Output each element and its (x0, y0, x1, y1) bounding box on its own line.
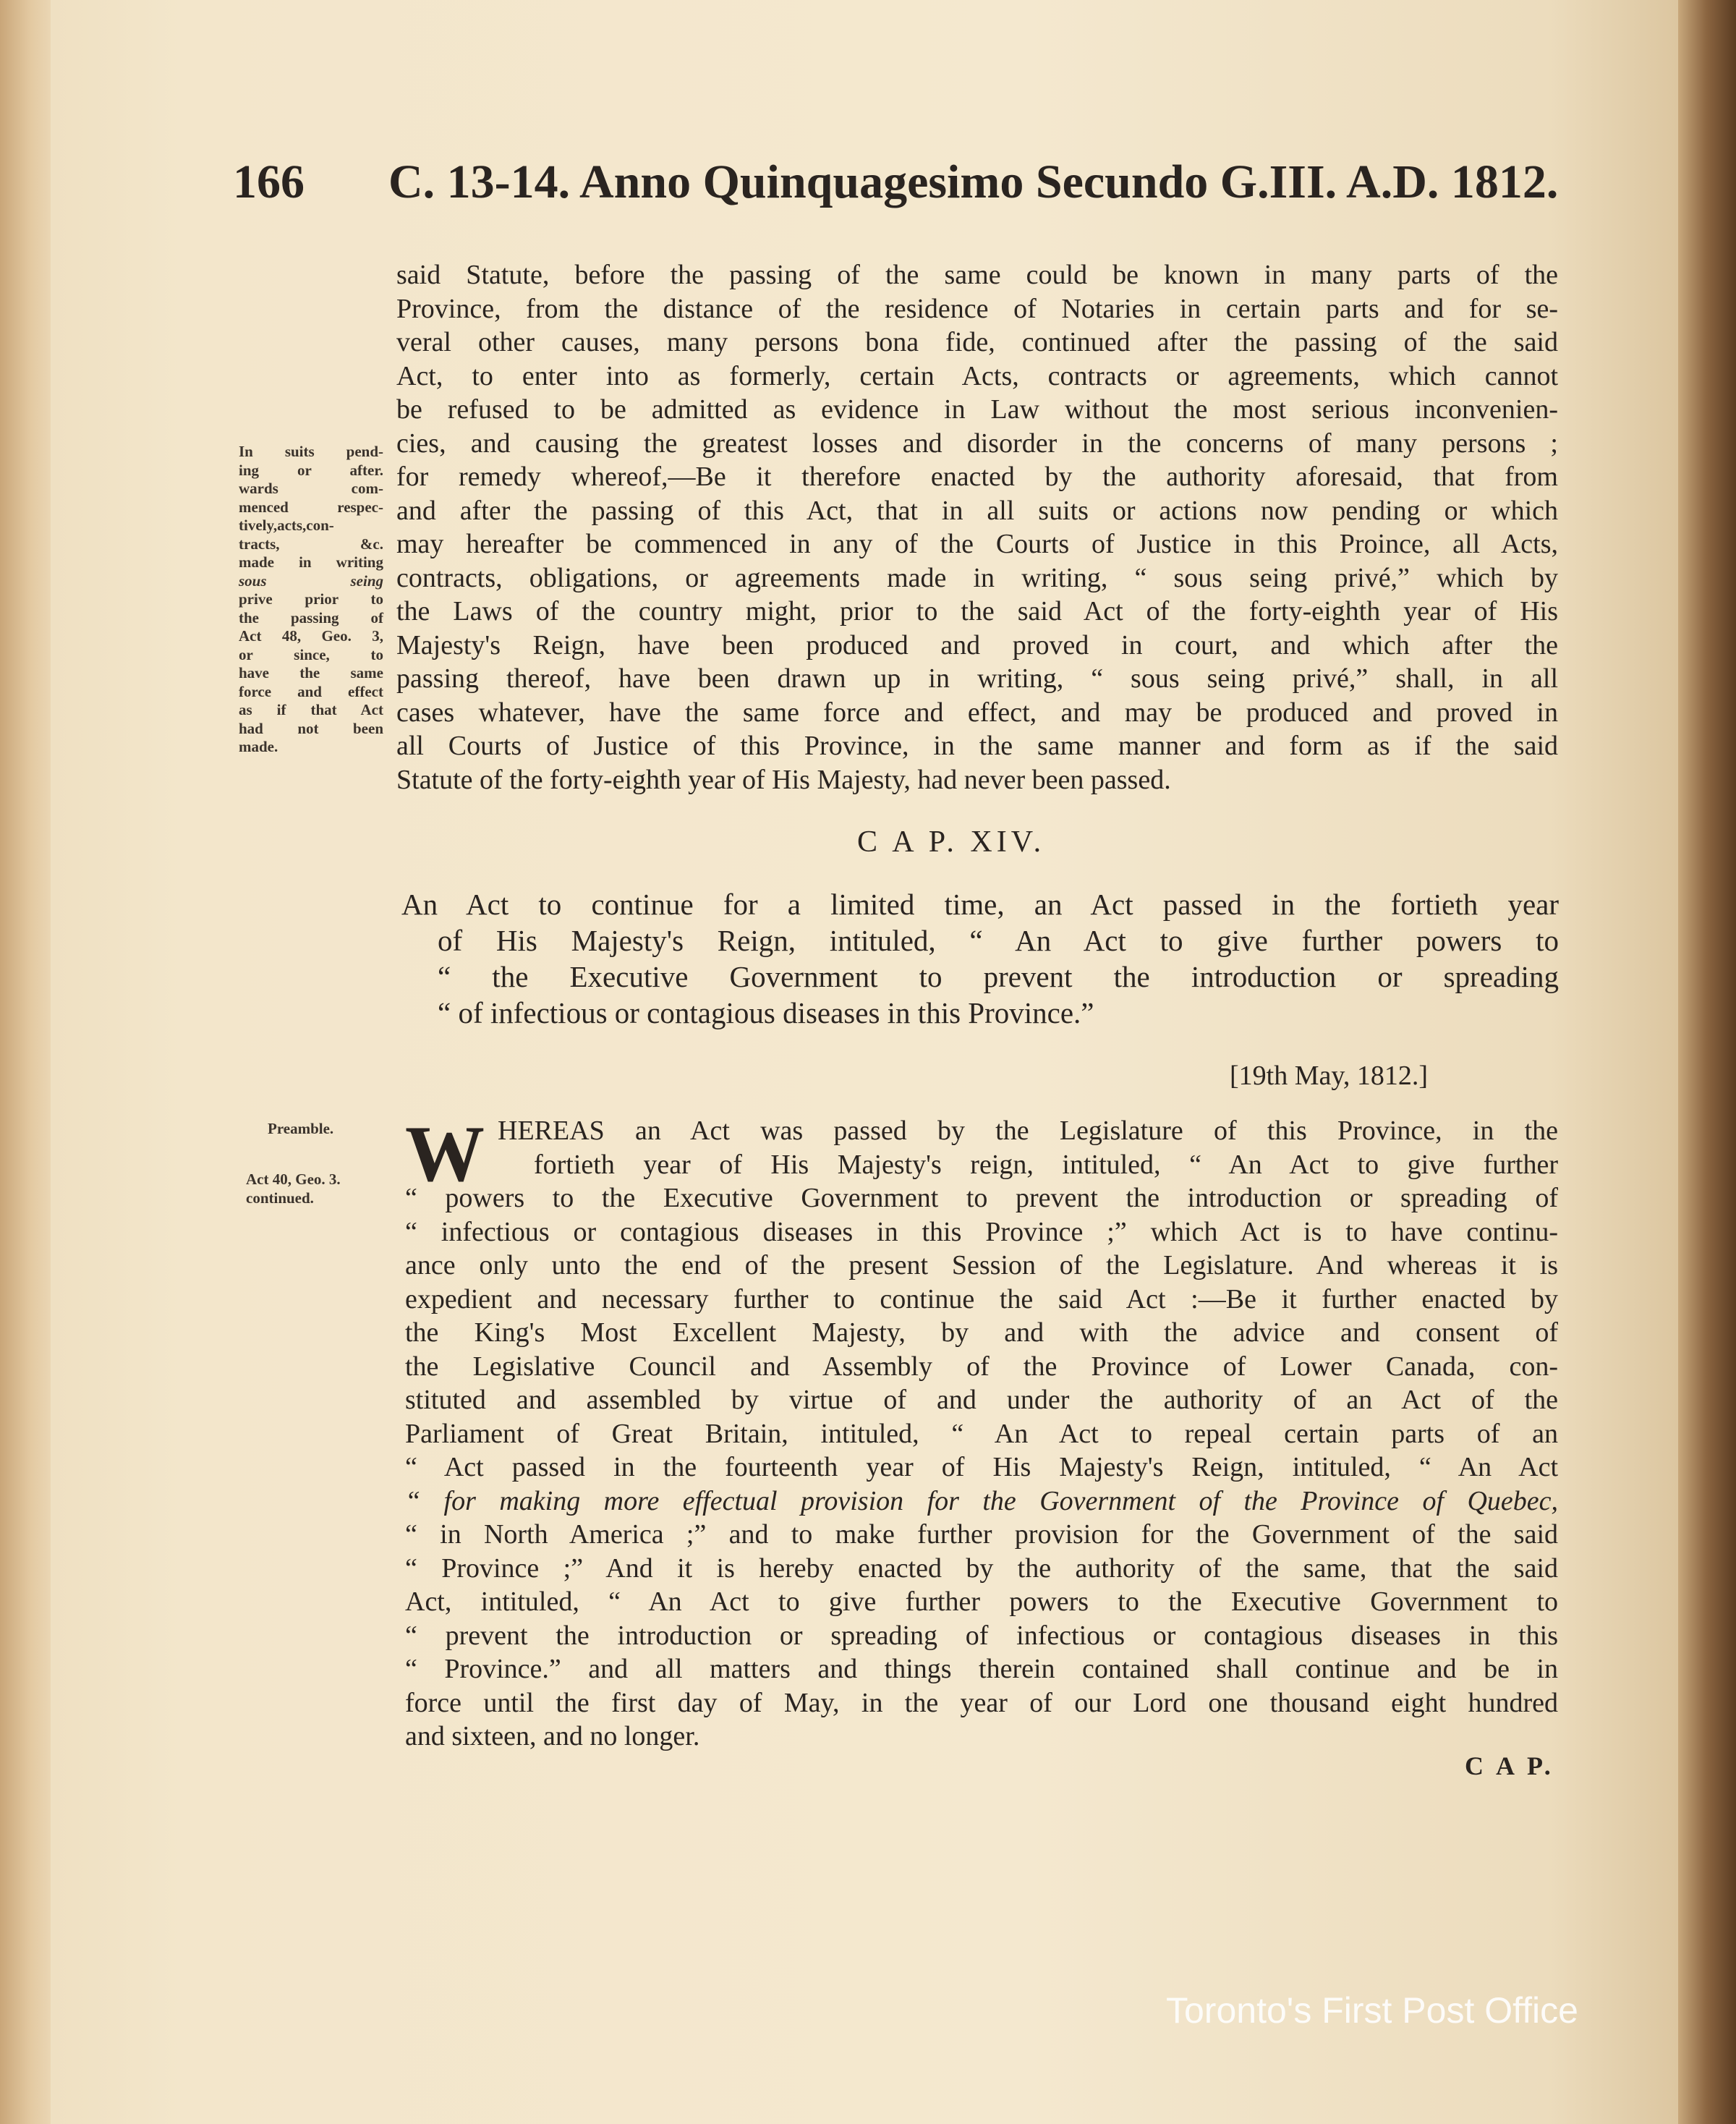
margin-note-line: In suits pend- (239, 443, 383, 460)
text-line: “ powers to the Executive Government to prevent the introduction or spreading of (405, 1183, 1558, 1213)
text-line: “ in North America ;” and to make further provision for the Government of the said (405, 1519, 1558, 1550)
page-header (233, 153, 1564, 211)
act-date: [19th May, 1812.] (1230, 1061, 1429, 1091)
text-line: “ Province.” and all matters and things therein contained shall continue and be in (405, 1654, 1558, 1684)
text-line: contracts, obligations, or agreements made in writing, “ sous seing privé,” which by (396, 562, 1558, 593)
text-line: “ for making more effectual provision for the Government of the Province of Quebec, (405, 1485, 1558, 1516)
margin-note-line: the passing of (239, 608, 383, 626)
text-line: stituted and assembled by virtue of and under the authority of an Act of the (405, 1385, 1558, 1415)
text-line: the King's Most Excellent Majesty, by and with the advice and consent of (405, 1317, 1558, 1348)
act-title (401, 886, 1559, 1031)
text-line: veral other causes, many persons bona fide, continued after the passing of the said (396, 327, 1558, 357)
margin-note-line: ing or after. (239, 461, 383, 479)
margin-note-line: Act 48, Geo. 3, (239, 627, 383, 645)
text-line: “ Province ;” And it is hereby enacted by the authority of the same, that the said (405, 1552, 1558, 1584)
margin-note-line: tracts, &c. (239, 535, 383, 553)
text-line: ance only unto the end of the present Session of the Legislature. And whereas it is (405, 1250, 1558, 1280)
title-line: An Act to continue for a limited time, an Act passed in the fortieth year (401, 888, 1559, 921)
margin-note-line: as if that Act (239, 701, 383, 718)
title-line: “ of infectious or contagious diseases in this Province.” (438, 996, 1094, 1029)
catchword: C A P. (1465, 1751, 1554, 1780)
text-line: Act, to enter into as formerly, certain Acts, contracts or agreements, which cannot (396, 360, 1558, 391)
margin-note-preamble (239, 1120, 383, 1139)
text-line: Province, from the distance of the residence of Notaries in certain parts and for se- (396, 293, 1558, 324)
margin-note-line: wards com- (239, 480, 383, 497)
text-line: expedient and necessary further to continue the said Act :—Be it further enacted by (405, 1283, 1558, 1314)
text-line: Act, intituled, “ An Act to give further powers to the Executive Government to (405, 1586, 1558, 1617)
margin-note-act-continued (239, 1171, 383, 1207)
text-line: the Laws of the country might, prior to the said Act of the forty-eighth year of His (396, 596, 1558, 626)
text-line: cases whatever, have the same force and effect, and may be produced and proved in (396, 697, 1558, 728)
left-page-edge (0, 0, 51, 2124)
title-line: “ the Executive Government to prevent the introduction or spreading (438, 960, 1559, 993)
book-spine-shadow (1678, 0, 1736, 2124)
text-line: all Courts of Justice of this Province, in the same manner and form as if the said (396, 731, 1558, 761)
paragraph-1 (396, 258, 1558, 796)
text-line: Parliament of Great Britain, intituled, “ An Act to repeal certain parts of an (405, 1418, 1558, 1449)
margin-note-line: prive prior to (239, 590, 383, 608)
text-line: Statute of the forty-eighth year of His Majesty, had never been passed. (396, 764, 1171, 795)
text-line: passing thereof, have been drawn up in writing, “ sous seing privé,” shall, in all (396, 663, 1558, 694)
title-line: of His Majesty's Reign, intituled, “ An Act to give further powers to (438, 924, 1559, 957)
margin-note-line: Preamble. (268, 1120, 334, 1137)
text-line: may hereafter be commenced in any of the Courts of Justice in this Proince, all Acts, (396, 529, 1558, 559)
margin-note-line: continued. (246, 1189, 314, 1207)
drop-cap: W (405, 1110, 485, 1198)
text-line: said Statute, before the passing of the same could be known in many parts of the (396, 260, 1558, 290)
margin-note-line: had not been (239, 719, 383, 737)
margin-note-line: menced respec- (239, 498, 383, 516)
text-line: and after the passing of this Act, that in all suits or actions now pending or which (396, 495, 1558, 526)
text-line: “ infectious or contagious diseases in this Province ;” which Act is to have continu- (405, 1216, 1558, 1247)
paragraph-2 (405, 1181, 1558, 1754)
margin-note-line: made in writing (239, 553, 383, 571)
text-line: be refused to be admitted as evidence in Law without the most serious inconvenien- (396, 394, 1558, 425)
text-line: Majesty's Reign, have been produced and proved in court, and which after the (396, 629, 1558, 660)
text-line: “ prevent the introduction or spreading of infectious or contagious diseases in this (405, 1620, 1558, 1651)
margin-note-line: tively,acts,con- (239, 517, 334, 534)
text-line: cies, and causing the greatest losses and disorder in the concerns of many persons ; (396, 428, 1558, 459)
margin-note-line: force and effect (239, 682, 383, 700)
text-line: HEREAS an Act was passed by the Legislature of this Province, in the (498, 1116, 1558, 1146)
page-number: 166 (233, 156, 305, 208)
watermark-text: Toronto's First Post Office (1166, 1990, 1578, 2031)
margin-note-line: or since, to (239, 645, 383, 663)
margin-note-line: Act 40, Geo. 3. (246, 1171, 341, 1188)
text-line: fortieth year of His Majesty's reign, intituled, “ An Act to give further (534, 1149, 1558, 1180)
text-line: the Legislative Council and Assembly of the Province of Lower Canada, con- (405, 1351, 1558, 1382)
text-line: and sixteen, and no longer. (405, 1721, 700, 1751)
text-line: “ Act passed in the fourteenth year of His Majesty's Reign, intituled, “ An Act (405, 1452, 1558, 1482)
margin-note-suits-pending (239, 443, 383, 757)
text-line: force until the first day of May, in the year of our Lord one thousand eight hundred (405, 1687, 1558, 1718)
margin-note-line: have the same (239, 664, 383, 681)
margin-note-line: made. (239, 738, 278, 755)
chapter-heading: C A P. XIV. (857, 825, 1046, 859)
running-title: C. 13-14. Anno Quinquagesimo Secundo G.III. A.D. 1812. (388, 156, 1559, 208)
margin-note-line: sous seing (239, 572, 383, 590)
paragraph-2-opening (498, 1114, 1558, 1181)
text-line: for remedy whereof,—Be it therefore enacted by the authority aforesaid, that from (396, 462, 1558, 492)
